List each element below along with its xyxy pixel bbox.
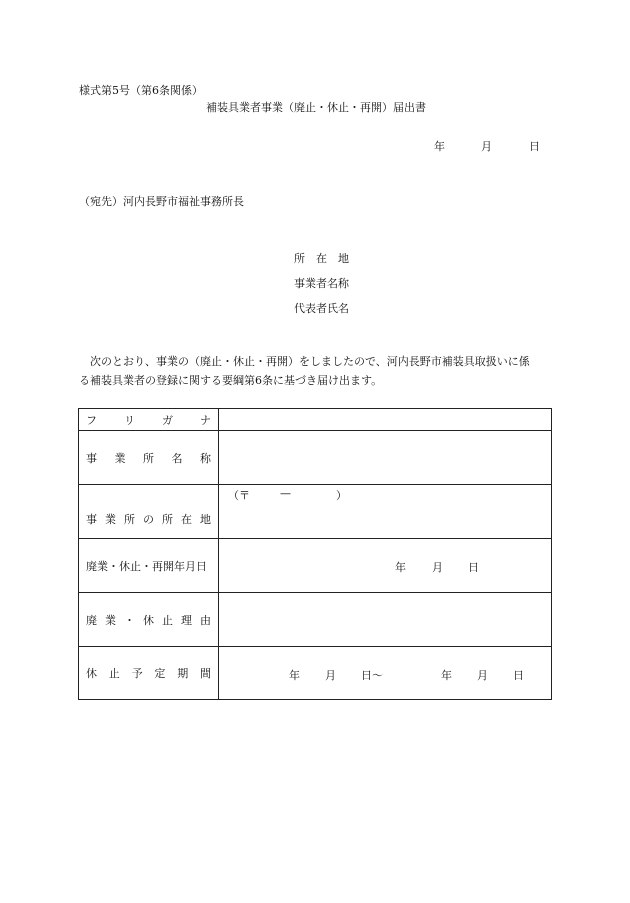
table-row-reason: [79, 593, 552, 647]
reason-field[interactable]: [219, 593, 552, 647]
table-row-change-date: [79, 539, 552, 593]
document-title: 補装具業者事業（廃止・休止・再開）届出書: [206, 101, 426, 114]
label-business-address: 事 業 所 の 所 在 地: [79, 485, 219, 539]
addressee: （宛先）河内長野市福祉事務所長: [79, 195, 244, 208]
change-date-field[interactable]: 年 月 日: [219, 539, 552, 593]
label-reason: 廃 業 ・ 休 止 理 由: [79, 593, 219, 647]
table-row-furigana: [79, 409, 552, 431]
label-change-date: 廃業・休止・再開年月日: [79, 539, 219, 593]
table-row-business-name: [79, 431, 552, 485]
label-business-name: 事 業 所 名 称: [79, 431, 219, 485]
form-number: 様式第5号（第6条関係）: [79, 84, 203, 97]
applicant-address-label: 所 在 地: [294, 252, 349, 265]
date-month-label: 月: [481, 140, 492, 153]
date-year-label: 年: [434, 140, 445, 153]
business-name-field[interactable]: [219, 431, 552, 485]
label-suspension-period: 休 止 予 定 期 間: [79, 647, 219, 700]
date-day-label: 日: [529, 140, 540, 153]
furigana-field[interactable]: [219, 409, 552, 431]
applicant-business-name-label: 事業者名称: [294, 277, 349, 290]
notification-table: [78, 408, 552, 700]
table-row-suspension-period: [79, 647, 552, 700]
postal-code: （〒 — ）: [228, 487, 347, 502]
suspension-period-field[interactable]: 年 月 日～ 年 月 日: [219, 647, 552, 700]
table-row-business-address: [79, 485, 552, 539]
body-paragraph: 次のとおり、事業の（廃止・休止・再開）をしましたので、河内長野市補装具取扱いに係 る補装具業者の登録に関する要綱第6条に基づき届け出ます。: [79, 355, 530, 387]
label-furigana: フ リ ガ ナ: [79, 409, 219, 431]
applicant-representative-label: 代表者氏名: [294, 302, 349, 315]
business-address-field[interactable]: [219, 485, 552, 539]
